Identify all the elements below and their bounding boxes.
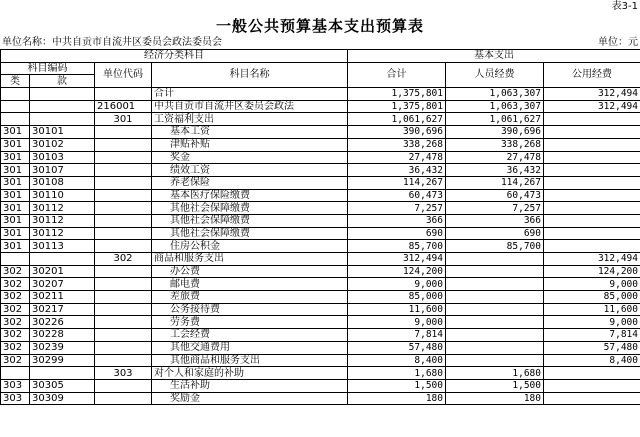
cell-unit-code xyxy=(95,392,152,405)
cell-lei xyxy=(1,253,30,266)
cell-public: 11,600 xyxy=(544,303,640,316)
cell-total: 1,500 xyxy=(348,379,446,392)
cell-personnel: 36,432 xyxy=(446,164,544,177)
cell-unit-code xyxy=(95,138,152,151)
cell-personnel xyxy=(446,303,544,316)
cell-kuan xyxy=(30,100,95,113)
cell-kuan: 30112 xyxy=(30,227,95,240)
table-row xyxy=(1,176,640,189)
cell-subject-name: 公务接待费 xyxy=(152,303,348,316)
public-header: 公用经费 xyxy=(544,62,640,87)
cell-personnel: 338,268 xyxy=(446,138,544,151)
cell-subject-name: 基本医疗保险缴费 xyxy=(152,189,348,202)
cell-lei: 301 xyxy=(1,214,30,227)
table-row xyxy=(1,151,640,164)
cell-unit-code: 302 xyxy=(95,253,152,266)
cell-subject-name: 邮电费 xyxy=(152,278,348,291)
cell-total: 60,473 xyxy=(348,189,446,202)
cell-public xyxy=(544,202,640,215)
cell-personnel: 690 xyxy=(446,227,544,240)
cell-lei: 301 xyxy=(1,126,30,139)
cell-personnel xyxy=(446,329,544,342)
sheet-tag: 表3-1 xyxy=(611,1,638,12)
cell-kuan: 30107 xyxy=(30,164,95,177)
cell-public xyxy=(544,379,640,392)
cell-public xyxy=(544,176,640,189)
table-row xyxy=(1,113,640,126)
cell-subject-name: 津贴补贴 xyxy=(152,138,348,151)
cell-subject-name: 其他社会保障缴费 xyxy=(152,227,348,240)
cell-subject-name: 奖金 xyxy=(152,151,348,164)
cell-kuan: 30299 xyxy=(30,354,95,367)
table-row xyxy=(1,189,640,202)
page-title: 一般公共预算基本支出预算表 xyxy=(215,17,424,35)
cell-kuan xyxy=(30,88,95,101)
cell-total: 114,267 xyxy=(348,176,446,189)
cell-unit-code xyxy=(95,202,152,215)
cell-subject-name: 其他社会保障缴费 xyxy=(152,202,348,215)
cell-unit-code: 301 xyxy=(95,113,152,126)
lei-header: 类 xyxy=(1,75,30,88)
table-row xyxy=(1,329,640,342)
cell-personnel xyxy=(446,354,544,367)
cell-public xyxy=(544,189,640,202)
cell-kuan xyxy=(30,113,95,126)
cell-lei xyxy=(1,367,30,380)
cell-unit-code xyxy=(95,240,152,253)
cell-public xyxy=(544,138,640,151)
cell-lei: 301 xyxy=(1,240,30,253)
cell-public xyxy=(544,214,640,227)
cell-personnel: 1,061,627 xyxy=(446,113,544,126)
cell-personnel: 27,478 xyxy=(446,151,544,164)
table-row xyxy=(1,100,640,113)
cell-unit-code xyxy=(95,88,152,101)
cell-total: 57,480 xyxy=(348,341,446,354)
cell-lei xyxy=(1,100,30,113)
basic-expense-header: 基本支出 xyxy=(348,50,640,63)
cell-kuan: 30113 xyxy=(30,240,95,253)
cell-unit-code xyxy=(95,214,152,227)
cell-unit-code xyxy=(95,151,152,164)
cell-personnel: 390,696 xyxy=(446,126,544,139)
cell-lei: 302 xyxy=(1,354,30,367)
cell-personnel: 7,257 xyxy=(446,202,544,215)
table-row xyxy=(1,214,640,227)
cell-total: 7,814 xyxy=(348,329,446,342)
cell-kuan: 30217 xyxy=(30,303,95,316)
table-row xyxy=(1,303,640,316)
cell-kuan xyxy=(30,367,95,380)
cell-subject-name: 工会经费 xyxy=(152,329,348,342)
subject-code-header: 科目编码 xyxy=(1,62,95,75)
cell-kuan: 30112 xyxy=(30,202,95,215)
cell-kuan: 30226 xyxy=(30,316,95,329)
unit-name: 单位名称：中共自贡市自流井区委员会政法委员会 xyxy=(2,37,222,48)
cell-subject-name: 住房公积金 xyxy=(152,240,348,253)
cell-kuan: 30201 xyxy=(30,265,95,278)
cell-subject-name: 生活补助 xyxy=(152,379,348,392)
cell-kuan: 30102 xyxy=(30,138,95,151)
table-row xyxy=(1,367,640,380)
cell-kuan xyxy=(30,253,95,266)
cell-personnel xyxy=(446,341,544,354)
cell-lei: 301 xyxy=(1,202,30,215)
cell-personnel xyxy=(446,278,544,291)
cell-total: 366 xyxy=(348,214,446,227)
table-row xyxy=(1,354,640,367)
cell-unit-code xyxy=(95,189,152,202)
cell-public: 85,000 xyxy=(544,291,640,304)
cell-total: 9,000 xyxy=(348,278,446,291)
cell-lei: 301 xyxy=(1,176,30,189)
cell-kuan: 30112 xyxy=(30,214,95,227)
table-row xyxy=(1,240,640,253)
cell-total: 7,257 xyxy=(348,202,446,215)
table-row xyxy=(1,88,640,101)
cell-total: 312,494 xyxy=(348,253,446,266)
cell-public: 57,480 xyxy=(544,341,640,354)
cell-kuan: 30110 xyxy=(30,189,95,202)
cell-subject-name: 基本工资 xyxy=(152,126,348,139)
cell-personnel: 60,473 xyxy=(446,189,544,202)
cell-unit-code xyxy=(95,176,152,189)
table-row xyxy=(1,253,640,266)
table-row xyxy=(1,164,640,177)
table-row xyxy=(1,278,640,291)
cell-kuan: 30207 xyxy=(30,278,95,291)
cell-public xyxy=(544,240,640,253)
table-row xyxy=(1,392,640,405)
cell-total: 85,700 xyxy=(348,240,446,253)
table-row xyxy=(1,227,640,240)
cell-subject-name: 工资福利支出 xyxy=(152,113,348,126)
cell-public xyxy=(544,113,640,126)
cell-public: 8,400 xyxy=(544,354,640,367)
cell-personnel: 1,063,307 xyxy=(446,100,544,113)
cell-kuan: 30101 xyxy=(30,126,95,139)
cell-total: 1,061,627 xyxy=(348,113,446,126)
cell-lei: 301 xyxy=(1,151,30,164)
cell-total: 11,600 xyxy=(348,303,446,316)
cell-subject-name: 劳务费 xyxy=(152,316,348,329)
cell-personnel: 180 xyxy=(446,392,544,405)
cell-total: 27,478 xyxy=(348,151,446,164)
cell-subject-name: 其他社会保障缴费 xyxy=(152,214,348,227)
cell-total: 8,400 xyxy=(348,354,446,367)
cell-personnel: 1,063,307 xyxy=(446,88,544,101)
cell-lei: 303 xyxy=(1,379,30,392)
cell-unit-code xyxy=(95,126,152,139)
cell-lei: 302 xyxy=(1,278,30,291)
table-row xyxy=(1,126,640,139)
table-row xyxy=(1,341,640,354)
cell-public xyxy=(544,227,640,240)
cell-total: 1,680 xyxy=(348,367,446,380)
cell-public xyxy=(544,367,640,380)
cell-lei: 301 xyxy=(1,164,30,177)
cell-unit-code xyxy=(95,329,152,342)
cell-personnel: 366 xyxy=(446,214,544,227)
cell-subject-name: 其他交通费用 xyxy=(152,341,348,354)
cell-personnel: 114,267 xyxy=(446,176,544,189)
cell-unit-code xyxy=(95,379,152,392)
cell-lei: 302 xyxy=(1,316,30,329)
cell-unit-code xyxy=(95,265,152,278)
cell-public: 7,814 xyxy=(544,329,640,342)
cell-subject-name: 其他商品和服务支出 xyxy=(152,354,348,367)
cell-personnel xyxy=(446,316,544,329)
cell-total: 1,375,801 xyxy=(348,100,446,113)
cell-lei: 302 xyxy=(1,303,30,316)
cell-unit-code xyxy=(95,164,152,177)
budget-table xyxy=(0,49,640,405)
cell-total: 36,432 xyxy=(348,164,446,177)
cell-public xyxy=(544,126,640,139)
cell-public: 9,000 xyxy=(544,278,640,291)
cell-lei xyxy=(1,113,30,126)
cell-unit-code: 216001 xyxy=(95,100,152,113)
cell-kuan: 30239 xyxy=(30,341,95,354)
cell-kuan: 30103 xyxy=(30,151,95,164)
cell-unit-code xyxy=(95,316,152,329)
cell-subject-name: 差旅费 xyxy=(152,291,348,304)
cell-lei: 301 xyxy=(1,227,30,240)
cell-total: 85,000 xyxy=(348,291,446,304)
cell-total: 338,268 xyxy=(348,138,446,151)
cell-kuan: 30108 xyxy=(30,176,95,189)
cell-personnel: 1,500 xyxy=(446,379,544,392)
personnel-header: 人员经费 xyxy=(446,62,544,87)
cell-subject-name: 奖励金 xyxy=(152,392,348,405)
cell-personnel: 85,700 xyxy=(446,240,544,253)
cell-total: 390,696 xyxy=(348,126,446,139)
cell-subject-name: 办公费 xyxy=(152,265,348,278)
cell-public xyxy=(544,392,640,405)
currency-unit: 单位：元 xyxy=(598,37,638,48)
cell-personnel xyxy=(446,253,544,266)
cell-public: 124,200 xyxy=(544,265,640,278)
cell-unit-code: 303 xyxy=(95,367,152,380)
cell-total: 1,375,801 xyxy=(348,88,446,101)
cell-lei: 301 xyxy=(1,189,30,202)
total-header: 合计 xyxy=(348,62,446,87)
subject-name-header: 科目名称 xyxy=(152,62,348,87)
cell-kuan: 30309 xyxy=(30,392,95,405)
cell-lei xyxy=(1,88,30,101)
cell-total: 9,000 xyxy=(348,316,446,329)
cell-lei: 301 xyxy=(1,138,30,151)
cell-subject-name: 养老保险 xyxy=(152,176,348,189)
cell-unit-code xyxy=(95,341,152,354)
table-row xyxy=(1,291,640,304)
cell-unit-code xyxy=(95,354,152,367)
cell-kuan: 30211 xyxy=(30,291,95,304)
cell-unit-code xyxy=(95,291,152,304)
cell-lei: 302 xyxy=(1,341,30,354)
cell-public: 312,494 xyxy=(544,88,640,101)
cell-personnel: 1,680 xyxy=(446,367,544,380)
table-row xyxy=(1,138,640,151)
cell-subject-name: 合计 xyxy=(152,88,348,101)
cell-total: 124,200 xyxy=(348,265,446,278)
cell-total: 690 xyxy=(348,227,446,240)
table-row xyxy=(1,379,640,392)
cell-lei: 302 xyxy=(1,265,30,278)
cell-unit-code xyxy=(95,278,152,291)
cell-public: 312,494 xyxy=(544,100,640,113)
cell-personnel xyxy=(446,291,544,304)
cell-total: 180 xyxy=(348,392,446,405)
cell-kuan: 30228 xyxy=(30,329,95,342)
table-row xyxy=(1,316,640,329)
cell-subject-name: 绩效工资 xyxy=(152,164,348,177)
cell-public xyxy=(544,151,640,164)
cell-unit-code xyxy=(95,303,152,316)
unit-code-header: 单位代码 xyxy=(95,62,152,87)
kuan-header: 款 xyxy=(30,75,95,88)
cell-public xyxy=(544,164,640,177)
table-row xyxy=(1,202,640,215)
cell-lei: 302 xyxy=(1,329,30,342)
cell-public: 9,000 xyxy=(544,316,640,329)
cell-personnel xyxy=(446,265,544,278)
cell-public: 312,494 xyxy=(544,253,640,266)
cell-unit-code xyxy=(95,227,152,240)
cell-lei: 303 xyxy=(1,392,30,405)
cell-lei: 302 xyxy=(1,291,30,304)
cell-subject-name: 中共自贡市自流井区委员会政法 xyxy=(152,100,348,113)
cell-kuan: 30305 xyxy=(30,379,95,392)
cell-subject-name: 对个人和家庭的补助 xyxy=(152,367,348,380)
cell-subject-name: 商品和服务支出 xyxy=(152,253,348,266)
table-row xyxy=(1,265,640,278)
econ-group-header: 经济分类科目 xyxy=(1,50,348,63)
